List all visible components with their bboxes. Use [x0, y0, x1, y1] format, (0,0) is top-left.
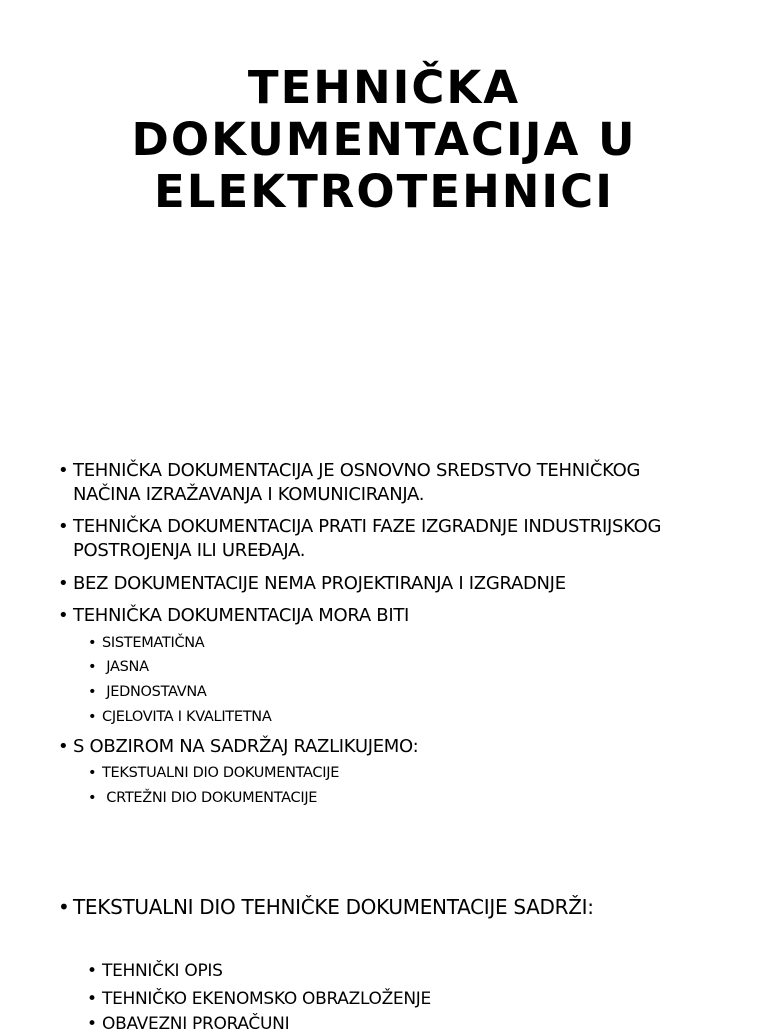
- list-item: [58, 572, 566, 596]
- section-heading: [58, 894, 594, 920]
- list-item: [87, 988, 431, 1010]
- sub-list-item: [88, 763, 340, 783]
- sub-list-item: [88, 657, 149, 677]
- title-line-1: TEHNIČKA: [247, 61, 521, 114]
- bullet-icon: •: [88, 765, 97, 781]
- bullet-icon: •: [58, 895, 70, 919]
- bullet-icon: •: [88, 709, 97, 725]
- list-item: [87, 1013, 290, 1035]
- list-item-text: S OBZIROM NA SADRŽAJ RAZLIKUJEMO:: [73, 736, 419, 757]
- sub-list-item-text: CRTEŽNI DIO DOKUMENTACIJE: [102, 790, 318, 806]
- list-item-text: TEHNIČKO EKENOMSKO OBRAZLOŽENJE: [102, 989, 431, 1009]
- sub-list-item: [88, 682, 207, 702]
- list-item-text: TEHNIČKA DOKUMENTACIJA JE OSNOVNO SREDSTVO TEHNIČKOG: [73, 460, 641, 481]
- bullet-icon: •: [58, 736, 69, 757]
- list-item-text: NAČINA IZRAŽAVANJA I KOMUNICIRANJA.: [73, 484, 425, 505]
- sub-list-item-text: CJELOVITA I KVALITETNA: [102, 709, 272, 725]
- bullet-icon: •: [58, 460, 69, 481]
- list-item: [87, 960, 223, 982]
- bullet-icon: •: [58, 605, 69, 626]
- title-line-3: ELEKTROTEHNICI: [154, 165, 614, 218]
- sub-list-item-text: SISTEMATIČNA: [102, 635, 205, 651]
- list-item-text: TEHNIČKI OPIS: [102, 961, 223, 981]
- bullet-icon: •: [87, 1014, 97, 1034]
- sub-list-item: [88, 707, 272, 727]
- list-item: [58, 604, 410, 628]
- list-item-text: OBAVEZNI PRORAČUNI: [102, 1014, 290, 1034]
- list-item-text: BEZ DOKUMENTACIJE NEMA PROJEKTIRANJA I IZGRADNJE: [73, 573, 566, 594]
- bullet-icon: •: [88, 659, 97, 675]
- list-item-text: TEHNIČKA DOKUMENTACIJA PRATI FAZE IZGRADNJE INDUSTRIJSKOG: [73, 516, 662, 537]
- bullet-icon: •: [87, 989, 97, 1009]
- title-line-2: DOKUMENTACIJA U: [131, 113, 637, 166]
- list-item: [58, 459, 641, 483]
- list-item: [58, 735, 419, 759]
- sub-list-item-text: TEKSTUALNI DIO DOKUMENTACIJE: [102, 765, 340, 781]
- list-item: [58, 515, 662, 539]
- sub-list-item-text: JASNA: [102, 659, 149, 675]
- bullet-icon: •: [88, 635, 97, 651]
- sub-list-item: [88, 633, 205, 653]
- bullet-icon: •: [58, 573, 69, 594]
- bullet-icon: •: [87, 961, 97, 981]
- section-heading-text: TEKSTUALNI DIO TEHNIČKE DOKUMENTACIJE SADRŽI:: [73, 895, 594, 919]
- sub-list-item: [88, 788, 318, 808]
- bullet-icon: •: [58, 516, 69, 537]
- list-item-text: POSTROJENJA ILI UREĐAJA.: [73, 540, 306, 561]
- sub-list-item-text: JEDNOSTAVNA: [102, 684, 207, 700]
- list-item-continuation: [73, 539, 305, 563]
- bullet-icon: •: [88, 790, 97, 806]
- bullet-icon: •: [88, 684, 97, 700]
- list-item-text: TEHNIČKA DOKUMENTACIJA MORA BITI: [73, 605, 410, 626]
- list-item-continuation: [73, 483, 424, 507]
- slide-title: [60, 62, 708, 218]
